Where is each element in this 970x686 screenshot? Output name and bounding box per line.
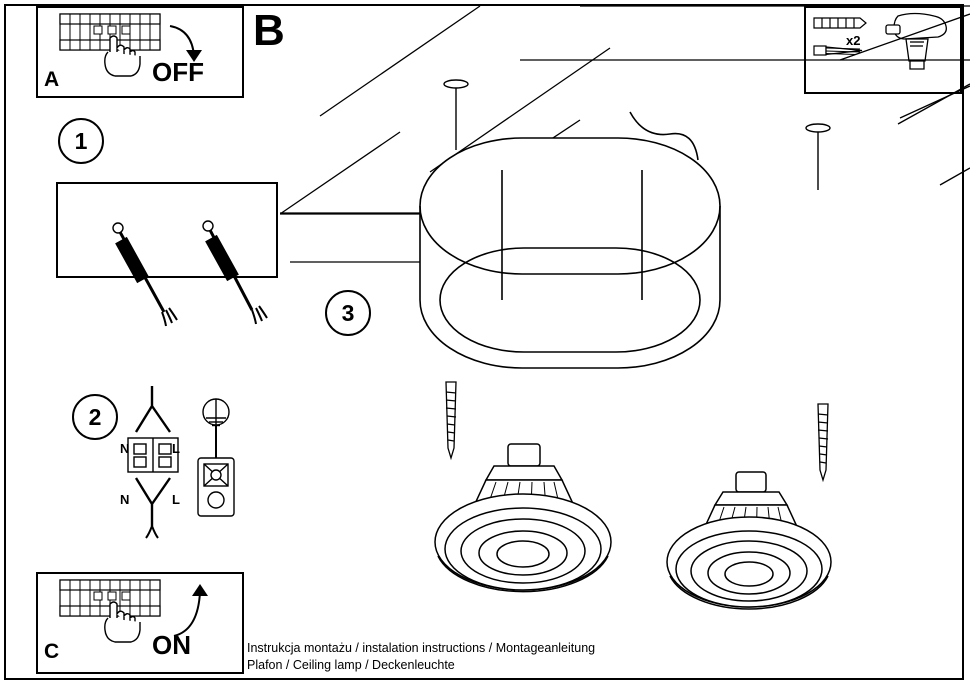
ceiling-lamp-illustration: [280, 0, 970, 686]
panel-a-graphic: [38, 8, 242, 96]
curved-arrow-up-icon: [174, 584, 208, 636]
step-2-badge: [72, 394, 118, 440]
panel-a: [36, 6, 244, 98]
terminal-label-n-bottom: N: [120, 492, 130, 507]
step-2-label: 2: [88, 403, 102, 430]
panel-a-letter: A: [44, 68, 60, 91]
panel-c-letter: C: [44, 640, 60, 663]
step-1-badge: [58, 118, 104, 164]
wiring-diagram-graphic: [114, 380, 254, 550]
footer-line-1: Instrukcja montażu / instalation instructions / Montageanleitung: [247, 641, 596, 655]
panel-c-graphic: [38, 574, 242, 672]
lamp-body: [420, 138, 720, 368]
terminal-label-l-bottom: L: [172, 492, 180, 507]
panel-a-action-off: OFF: [152, 57, 204, 87]
panel-c-action-on: ON: [152, 630, 191, 660]
section-b-letter: B: [253, 6, 285, 55]
step1-wires-graphic: [56, 182, 292, 362]
led-spot-icon: [667, 472, 831, 609]
terminal-label-l-top: L: [172, 441, 180, 456]
panel-c: [36, 572, 244, 674]
step-3-label: 3: [341, 299, 355, 326]
earth-ground-icon: [203, 399, 229, 458]
led-spot-icon: [435, 444, 611, 592]
terminal-label-n-top: N: [120, 441, 130, 456]
hardware-quantity: x2: [846, 33, 861, 48]
footer-line-2: Plafon / Ceiling lamp / Deckenleuchte: [247, 658, 455, 672]
step-1-label: 1: [74, 127, 88, 154]
